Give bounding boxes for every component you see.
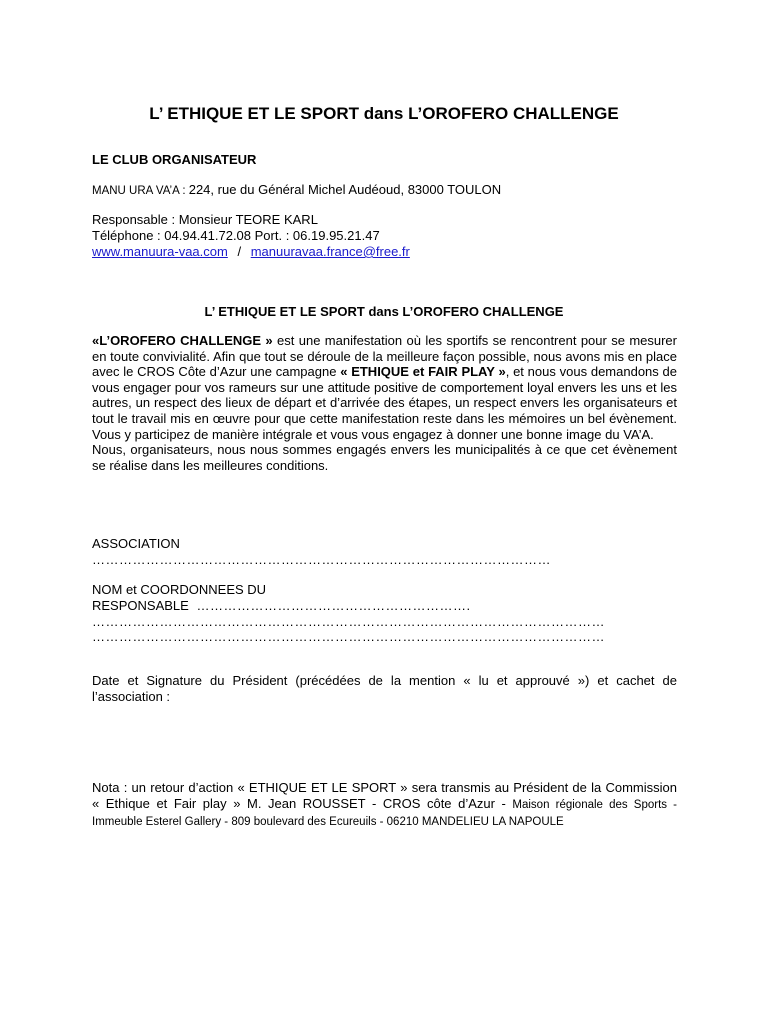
club-responsable: Responsable : Monsieur TEORE KARL [92,212,318,227]
body-text [92,333,677,473]
campaign-name: « ETHIQUE et FAIR PLAY » [340,364,506,380]
body-text-part-1: est une manifestation où les sportifs se rencontrent pour se mesurer en toute convivialité. Afin que tout se déroule de la meilleure façon possible, nous avons mis en place avec le CROS Côte d’Azur une campagne [92,333,677,380]
website-link[interactable]: www.manuura-vaa.com [92,244,228,259]
nota-main: Nota : un retour d’action « ETHIQUE ET LE SPORT » sera transmis au Président de la Commission « Ethique et Fair play » M. Jean ROUSSET - CROS côte d’Azur - [92,780,677,811]
nom-label-text: RESPONSABLE [92,598,189,613]
club-address-line [92,182,501,200]
email-link[interactable]: manuuravaa.france@free.fr [250,244,410,259]
nota-block [92,780,677,831]
club-contact-links [92,244,410,260]
club-address: 224, rue du Général Michel Audéoud, 83000 TOULON [188,182,502,197]
body-paragraph-1 [92,333,677,442]
signature-block [92,673,677,704]
signature-text: Date et Signature du Président (précédées de la mention « lu et approuvé ») et cachet de l’association : [92,673,677,704]
association-label: ASSOCIATION [92,536,180,551]
nota-address: Maison régionale des Sports - Immeuble Esterel Gallery - 809 boulevard des Ecureuils - 06210 MANDELIEU LA NAPOULE [92,798,677,829]
link-separator: / [237,244,242,259]
body-paragraph-2: Nous, organisateurs, nous nous sommes engagés envers les municipalités à ce que cet évènement se réalise dans les meilleures conditions. [92,442,677,473]
section-title: L’ ETHIQUE ET LE SPORT dans L’OROFERO CHALLENGE [204,304,564,319]
nota-paragraph [92,780,677,831]
nom-label-line2 [92,598,471,614]
club-name: MANU URA VA’A : [92,185,189,197]
association-dots: ………………………………………………………………………………………… [92,552,551,567]
body-text-part-2: , et nous vous demandons de vous engager pour vos rameurs sur une attitude positive de comportement loyal envers les uns et les autres, un respect des lieux de départ et d’arrivée des étapes, un respect envers les organisateurs et tout le travail mis en œuvre pour que cette manifestation reste dans les mémoires un bel évènement. Vous y participez de manière intégrale et vous vous engagez à donner une bonne image du VA’A. [92,364,678,442]
dots-line-1: …………………………………………………………………………………………………… [92,614,605,629]
club-telephone: Téléphone : 04.94.41.72.08 Port. : 06.19.95.21.47 [92,228,380,243]
nom-dots: ……………………………………………………. [196,598,471,613]
document-title: L’ ETHIQUE ET LE SPORT dans L’OROFERO CHALLENGE [149,104,619,123]
event-name: «L’OROFERO CHALLENGE » [92,333,273,348]
club-heading: LE CLUB ORGANISATEUR [92,152,257,167]
dots-line-2: …………………………………………………………………………………………………… [92,629,605,644]
nom-label-line1: NOM et COORDONNEES DU [92,582,267,597]
